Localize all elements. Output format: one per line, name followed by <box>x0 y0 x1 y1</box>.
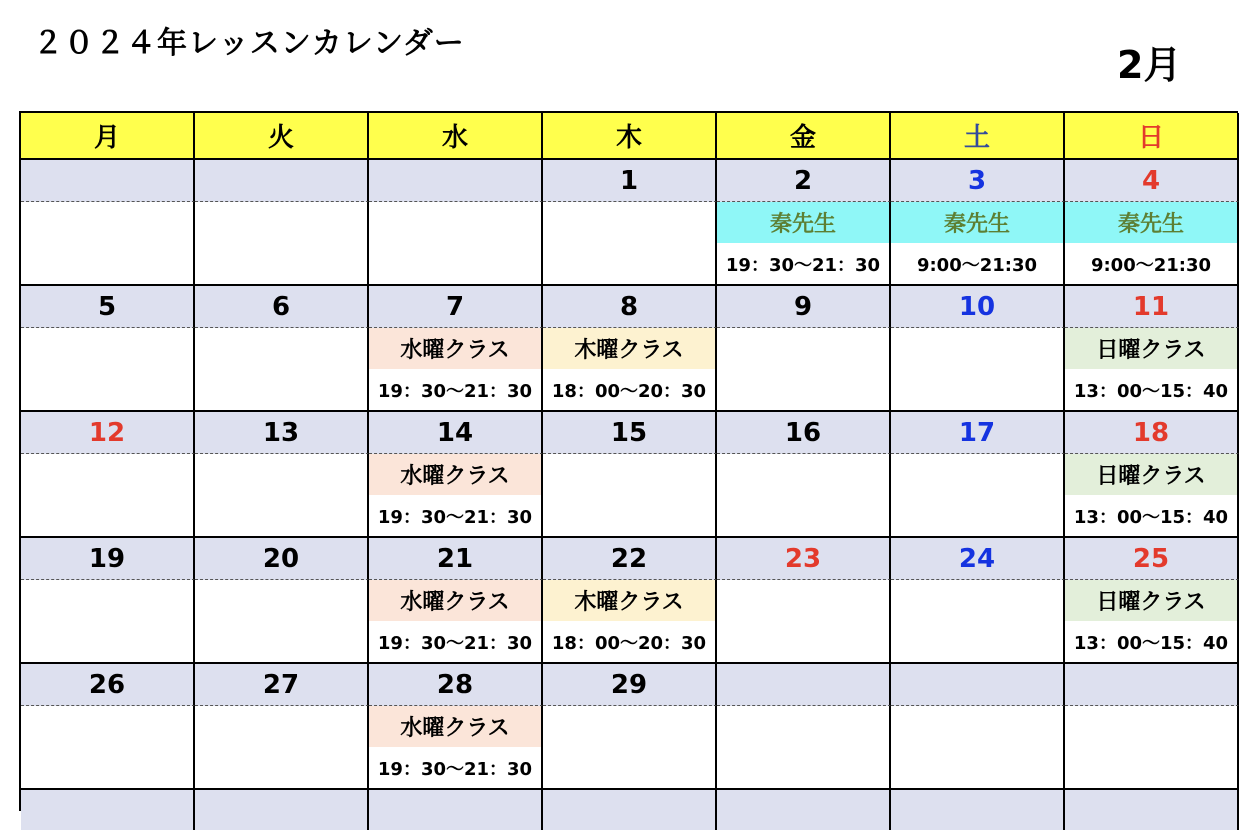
day-content-cell <box>543 706 717 790</box>
day-content-cell <box>369 706 543 790</box>
date-cell <box>717 790 891 830</box>
date-cell <box>21 790 195 830</box>
day-content-cell <box>21 454 195 538</box>
lesson-time: 18：00〜20：30 <box>551 380 707 402</box>
date-cell: 25 <box>1065 538 1239 580</box>
day-content-cell <box>21 580 195 664</box>
date-cell <box>891 790 1065 830</box>
lesson-time: 13：00〜15：40 <box>1073 506 1229 528</box>
day-content-cell <box>717 202 891 286</box>
lesson-name: 水曜クラス <box>369 580 541 621</box>
month-label: 2月 <box>1117 43 1182 87</box>
date-cell: 1 <box>543 160 717 202</box>
lesson-name: 水曜クラス <box>369 706 541 747</box>
weekday-header-wed: 水 <box>369 113 543 160</box>
day-content-cell <box>717 454 891 538</box>
day-content-cell <box>891 202 1065 286</box>
day-content-cell <box>195 454 369 538</box>
calendar-grid <box>19 111 1238 811</box>
lesson-name: 木曜クラス <box>543 328 715 369</box>
weekday-header-thu: 木 <box>543 113 717 160</box>
day-content-cell <box>1065 328 1239 412</box>
day-content-cell <box>21 202 195 286</box>
lesson-name: 日曜クラス <box>1065 580 1237 621</box>
weekday-header-tue: 火 <box>195 113 369 160</box>
date-cell: 14 <box>369 412 543 454</box>
date-cell: 11 <box>1065 286 1239 328</box>
day-content-cell <box>543 454 717 538</box>
lesson-name: 日曜クラス <box>1065 328 1237 369</box>
day-content-cell <box>1065 454 1239 538</box>
date-cell: 23 <box>717 538 891 580</box>
date-cell: 16 <box>717 412 891 454</box>
date-cell <box>195 790 369 830</box>
day-content-cell <box>717 706 891 790</box>
date-cell: 19 <box>21 538 195 580</box>
day-content-cell <box>195 706 369 790</box>
day-content-cell <box>543 202 717 286</box>
day-content-cell <box>369 454 543 538</box>
weekday-header-fri: 金 <box>717 113 891 160</box>
day-content-cell <box>1065 580 1239 664</box>
day-content-cell <box>717 580 891 664</box>
date-cell <box>369 790 543 830</box>
day-content-cell <box>543 328 717 412</box>
day-content-cell <box>195 328 369 412</box>
day-content-cell <box>195 202 369 286</box>
date-cell: 10 <box>891 286 1065 328</box>
day-content-cell <box>717 328 891 412</box>
date-cell: 22 <box>543 538 717 580</box>
lesson-time: 9:00〜21:30 <box>916 254 1038 276</box>
day-content-cell <box>1065 706 1239 790</box>
day-content-cell <box>891 454 1065 538</box>
date-cell <box>717 664 891 706</box>
date-cell <box>891 664 1065 706</box>
lesson-name: 秦先生 <box>717 202 889 243</box>
day-content-cell <box>891 706 1065 790</box>
date-cell: 7 <box>369 286 543 328</box>
lesson-name: 水曜クラス <box>369 454 541 495</box>
date-cell: 4 <box>1065 160 1239 202</box>
date-cell <box>543 790 717 830</box>
day-content-cell <box>543 580 717 664</box>
date-cell: 8 <box>543 286 717 328</box>
date-cell: 21 <box>369 538 543 580</box>
weekday-header-sat: 土 <box>891 113 1065 160</box>
date-cell <box>369 160 543 202</box>
lesson-name: 水曜クラス <box>369 328 541 369</box>
date-cell: 28 <box>369 664 543 706</box>
lesson-time: 9:00〜21:30 <box>1090 254 1212 276</box>
day-content-cell <box>195 580 369 664</box>
day-content-cell <box>1065 202 1239 286</box>
lesson-time: 13：00〜15：40 <box>1073 632 1229 654</box>
lesson-name: 木曜クラス <box>543 580 715 621</box>
lesson-time: 13：00〜15：40 <box>1073 380 1229 402</box>
page-title: ２０２４年レッスンカレンダー <box>33 26 465 61</box>
date-cell: 5 <box>21 286 195 328</box>
lesson-time: 19：30〜21：30 <box>725 254 881 276</box>
date-cell <box>195 160 369 202</box>
day-content-cell <box>891 580 1065 664</box>
date-cell: 6 <box>195 286 369 328</box>
date-cell: 13 <box>195 412 369 454</box>
date-cell: 2 <box>717 160 891 202</box>
weekday-header-sun: 日 <box>1065 113 1239 160</box>
date-cell: 9 <box>717 286 891 328</box>
date-cell: 26 <box>21 664 195 706</box>
day-content-cell <box>21 328 195 412</box>
date-cell <box>1065 790 1239 830</box>
lesson-name: 秦先生 <box>1065 202 1237 243</box>
date-cell: 18 <box>1065 412 1239 454</box>
date-cell: 3 <box>891 160 1065 202</box>
date-cell: 20 <box>195 538 369 580</box>
date-cell <box>1065 664 1239 706</box>
date-cell: 17 <box>891 412 1065 454</box>
date-cell <box>21 160 195 202</box>
day-content-cell <box>369 580 543 664</box>
lesson-time: 19：30〜21：30 <box>377 506 533 528</box>
day-content-cell <box>891 328 1065 412</box>
date-cell: 24 <box>891 538 1065 580</box>
date-cell: 29 <box>543 664 717 706</box>
lesson-time: 19：30〜21：30 <box>377 380 533 402</box>
date-cell: 12 <box>21 412 195 454</box>
lesson-time: 19：30〜21：30 <box>377 758 533 780</box>
day-content-cell <box>369 202 543 286</box>
day-content-cell <box>369 328 543 412</box>
day-content-cell <box>21 706 195 790</box>
lesson-name: 秦先生 <box>891 202 1063 243</box>
lesson-name: 日曜クラス <box>1065 454 1237 495</box>
lesson-time: 19：30〜21：30 <box>377 632 533 654</box>
weekday-header-mon: 月 <box>21 113 195 160</box>
date-cell: 27 <box>195 664 369 706</box>
date-cell: 15 <box>543 412 717 454</box>
lesson-time: 18：00〜20：30 <box>551 632 707 654</box>
